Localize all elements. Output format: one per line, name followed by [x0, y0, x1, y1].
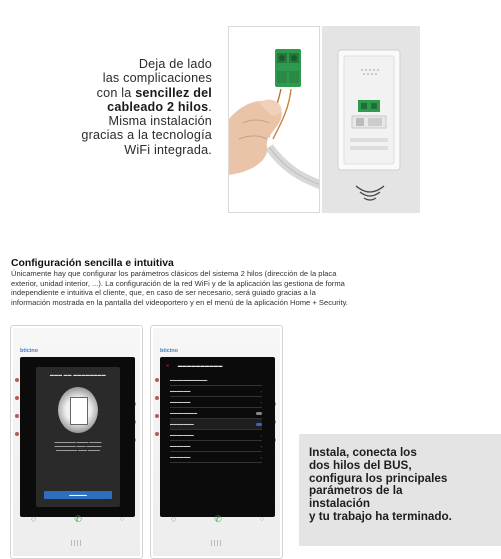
section-body: Únicamente hay que configurar los parámetros clásicos del sistema 2 hilos (dirección de la placa exterior, unidad interior, ...). La configuración de la red WiFi y de la aplicación las gestiona de forma independiente e intuitiva el cliente, que, en caso de ser necesario, será guiado gracias a la información mostrada en la pantalla del videoportero y en el menú de la aplicación Home + Security. — [11, 269, 348, 307]
chevron-right-icon: › — [260, 399, 262, 405]
hand-connector-photo — [228, 26, 320, 213]
callout-line: dos hilos del BUS, — [309, 458, 412, 472]
dialog-button[interactable]: ▬▬▬▬▬ — [44, 491, 112, 499]
settings-row[interactable]: ▬▬▬▬▬▬ › — [170, 452, 262, 463]
intro-emphasis: sencillez del — [135, 85, 212, 100]
key-icon — [155, 378, 159, 382]
intro-emphasis: cableado 2 hilos — [107, 99, 209, 114]
callout-line: y tu trabajo ha terminado. — [309, 509, 452, 523]
intro-line — [60, 86, 212, 100]
key-icon: ○ — [259, 515, 264, 523]
toggle-switch[interactable] — [256, 412, 262, 415]
key-icon: ◇ — [31, 516, 37, 523]
key-icon — [155, 414, 159, 418]
intro-line: las complicaciones — [102, 71, 212, 86]
callout-line: parámetros de la — [309, 484, 403, 498]
callout-line: instalación — [309, 497, 371, 511]
settings-list — [170, 375, 262, 463]
microphone-grille — [71, 540, 83, 546]
settings-row[interactable]: ▬▬▬▬▬▬ › — [170, 386, 262, 397]
dialog-text-placeholder: ▬▬▬▬▬▬▬ ▬▬▬▬ ▬▬▬▬ ▬▬▬▬▬▬▬ ▬▬▬ ▬▬▬▬▬ ▬▬▬▬▬▬▬ ▬▬▬ ▬▬▬▬ — [54, 440, 102, 452]
settings-row[interactable]: ▬▬▬▬▬▬▬▬ — [170, 408, 262, 419]
device-back-photo — [322, 26, 420, 213]
callout-text — [309, 447, 497, 524]
intro-line: gracias a la tecnología — [81, 128, 212, 143]
chevron-right-icon: › — [260, 432, 262, 438]
monitor-screen — [20, 357, 135, 517]
monitor-bottom-keys — [171, 514, 264, 524]
key-icon — [15, 432, 19, 436]
chevron-right-icon: › — [260, 443, 262, 449]
monitor-screen — [160, 357, 275, 517]
videoportero-monitor-1 — [10, 325, 143, 559]
section-title: Configuración sencilla e intuitiva — [11, 258, 174, 269]
intro-line: Deja de lado — [138, 57, 212, 71]
settings-row[interactable]: ▬▬▬▬▬▬▬ › — [170, 430, 262, 441]
intro-fragment: con la — [96, 85, 136, 100]
chevron-right-icon: › — [260, 454, 262, 460]
key-icon — [155, 432, 159, 436]
brand-logo: bticino — [20, 348, 39, 354]
key-icon: ◇ — [171, 516, 177, 523]
settings-row[interactable]: ▬▬▬▬▬▬▬ — [170, 419, 262, 430]
key-icon — [15, 414, 19, 418]
settings-row[interactable]: ▬▬▬▬▬▬▬▬▬▬▬ — [170, 375, 262, 386]
callout-line: configura los principales — [309, 471, 448, 485]
callout-box — [299, 434, 501, 546]
microphone-grille — [211, 540, 223, 546]
pairing-dialog — [36, 367, 120, 507]
settings-header: ✕ ▬▬▬▬▬▬▬▬▬▬ — [166, 363, 223, 368]
key-icon — [15, 378, 19, 382]
smartphone-illustration — [58, 387, 98, 433]
dialog-title: ▬▬▬ ▬▬ ▬▬▬▬▬▬▬▬ — [50, 373, 106, 377]
key-icon — [155, 396, 159, 400]
key-icon — [15, 396, 19, 400]
intro-line: Misma instalación — [108, 114, 212, 129]
chevron-right-icon: › — [260, 388, 262, 394]
key-icon: ○ — [119, 515, 124, 523]
monitor-bottom-keys — [31, 514, 124, 524]
intro-line — [60, 100, 212, 114]
settings-row[interactable]: ▬▬▬▬▬▬ › — [170, 441, 262, 452]
intro-line: WiFi integrada. — [124, 142, 212, 157]
close-icon: ✕ — [166, 363, 170, 368]
phone-icon: ✆ — [74, 513, 82, 524]
intro-text — [60, 57, 212, 157]
intro-fragment: . — [208, 99, 212, 114]
phone-icon: ✆ — [214, 513, 222, 524]
settings-row[interactable]: ▬▬▬▬▬▬ › — [170, 397, 262, 408]
callout-line: Instala, conecta los — [309, 446, 417, 459]
toggle-switch[interactable] — [256, 423, 262, 426]
videoportero-monitor-2 — [150, 325, 283, 559]
brand-logo: bticino — [160, 348, 179, 354]
